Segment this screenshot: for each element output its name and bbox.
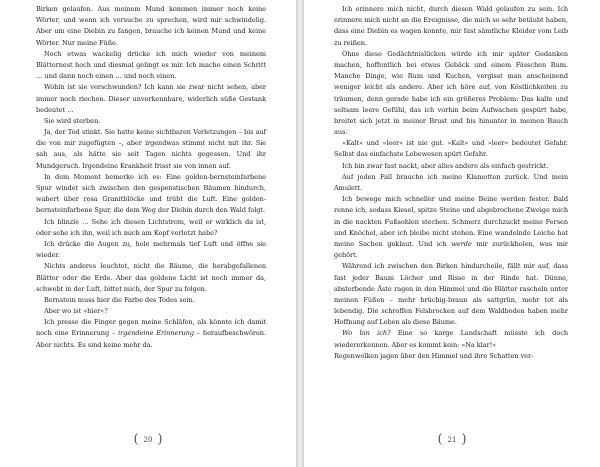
paragraph: Ich erinnere mich nicht, durch diesen Wald gelaufen zu sein. Ich erinnere mich nicht an die Ereignisse, die mich so sehr betäubt haben, dass eine Diebin es wagen konnte, mir fast sämtliche Kleider vom Leib zu reißen. xyxy=(334,5,568,47)
left-page-text xyxy=(36,4,266,351)
paragraph: Ich bewege mich schneller und meine Beine werden fester. Bald renne ich, sodass Kiesel, spitze Steine und abgebrochene Zweige mich in die nackten Fußsohlen stechen. Schmerz durchzuckt meine Fersen und Knöchel, aber ich bleibe nicht stehen. Eine wandelnde Leiche hat meine Sachen geklaut. Und ich werde mir zurückholen, was mir gehört. xyxy=(334,195,569,260)
paragraph: Ich blinzle … Sehe ich diesen Lichtstrom, weil er wirklich da ist, oder sehe ich ihn, weil ich mich am Kopf verletzt habe? xyxy=(36,217,266,237)
paragraph: Auf jeden Fall brauche ich meine Klamotten zurück. Und mein Amulett. xyxy=(334,172,568,192)
right-page-folio xyxy=(304,432,600,447)
folio-bracket-close: ) xyxy=(461,432,467,447)
paragraph: Birken gelaufen. Aus meinem Mund kommen immer noch keine Wörter, und wenn ich versuche zu sprechen, wird mir schwindelig. Aber um eine Diebin zu fangen, brauche ich keinen Mund und keine Wörter. Nur meine Füße. xyxy=(36,5,266,47)
right-page-text xyxy=(334,4,568,362)
paragraph: Ich presse die Finger gegen meine Schläfen, als könnte ich damit noch eine Erinnerung – irgendeine Erinnerung – heraufbeschwören. Aber nichts. Es sind keine mehr da. xyxy=(36,318,266,349)
paragraph: Wo bin ich? Eine so karge Landschaft müsste ich doch wiedererkennen. Aber es kommt kein: »Na klar!« xyxy=(334,329,568,349)
paragraph: Wohin ist sie verschwunden? Ich kann sie zwar nicht sehen, aber immer noch riechen. Dieser unverkennbare, widerlich süße Gestank bedeutet … xyxy=(36,83,266,114)
paragraph: Ja, der Tod stinkt. Sie hatte keine sichtbaren Verletzungen – bis auf die von mir zugefügten –, aber irgendwas stimmt nicht mit ihr. Sie sah aus, als hätte sie seit Tagen nichts gegessen. Und ihr Mundgeruch. Irgendeine Krankheit frisst sie von innen auf. xyxy=(36,128,266,170)
paragraph: »Kalt« und »leer« ist nie gut. »Kalt« und »leer« bedeutet Gefahr. Selbst das einfachste Lebewesen spürt Gefahr. xyxy=(334,139,568,159)
paragraph: Noch etwas wackelig drücke ich mich wieder von meinem Blätternest hoch und diesmal gelingt es mir. Ich mache einen Schritt … und dann noch einen … und noch einen. xyxy=(36,49,266,81)
paragraph: Ich drücke die Augen zu, hole mehrmals tief Luft und öffne sie wieder. xyxy=(36,239,266,260)
paragraph: In dem Moment bemerke ich es: Eine golden-bernsteinfarbene Spur windet sich zwischen den gespenstischen Bäumen hindurch, wabert über rosa Granitblöcke und trübt die Luft. Eine golden-bernsteinfarbene Spur, die dem Weg der Diebin durch den Wald folgt. xyxy=(36,172,266,215)
paragraph: Während ich zwischen den Birken hindurcheile, fällt mir auf, dass fast jeder Baum Löcher und Risse in der Rinde hat. Dünne, absterbende Äste ragen in den Himmel und die Blätter rascheln unter meinen Füßen – mehr brüchig-braun als sattgrün, mehr tot als lebendig. Die schroffen Felsbrocken auf dem Waldboden haben mehr Hoffnung auf Leben als diese Bäume. xyxy=(334,262,568,327)
paragraph: Ich bin zwar fast nackt, aber alles andere als einfach gestrickt. xyxy=(342,161,549,170)
paragraph: Aber wo ist »hier«? xyxy=(44,307,108,316)
folio-bracket-close: ) xyxy=(157,432,163,447)
paragraph: Ohne diese Gedächtnislücken würde ich mir später Gedanken machen, hoffentlich bei etwas Gebäck und einem Fässchen Rum. Manche Dinge, wie Rum und Kuchen, vergisst man anscheinend weniger leicht als andere. Aber ich höre auf, von Köstlichkeiten zu träumen, denn gerade habe ich ein größeres Problem: Das kalte und seltsam leere Gefühl, das ich vorhin beim Aufwachen gespürt habe, breitet sich jetzt in meiner Brust und bis hinunter in meinen Bauch aus. xyxy=(334,49,568,137)
page-number: 20 xyxy=(143,436,153,444)
right-page xyxy=(304,0,600,467)
page-number: 21 xyxy=(447,436,457,444)
paragraph: Bernstein muss hier die Farbe des Todes sein. xyxy=(44,295,195,304)
folio-bracket-open: ( xyxy=(133,432,139,447)
paragraph: Nichts anderes leuchtet, nicht die Bäume, die herabgefallenen Blätter oder die Erde. Aber das goldene Licht ist noch immer da, schwebt in der Luft, bittet mich, der Spur zu folgen. xyxy=(36,262,266,293)
paragraph: Sie wird sterben. xyxy=(44,116,101,125)
book-gutter xyxy=(296,0,304,467)
paragraph: Regenwolken jagen über den Himmel und ihre Schatten ver- xyxy=(334,351,534,360)
left-page-folio xyxy=(0,432,296,447)
folio-bracket-open: ( xyxy=(437,432,443,447)
left-page xyxy=(0,0,296,467)
